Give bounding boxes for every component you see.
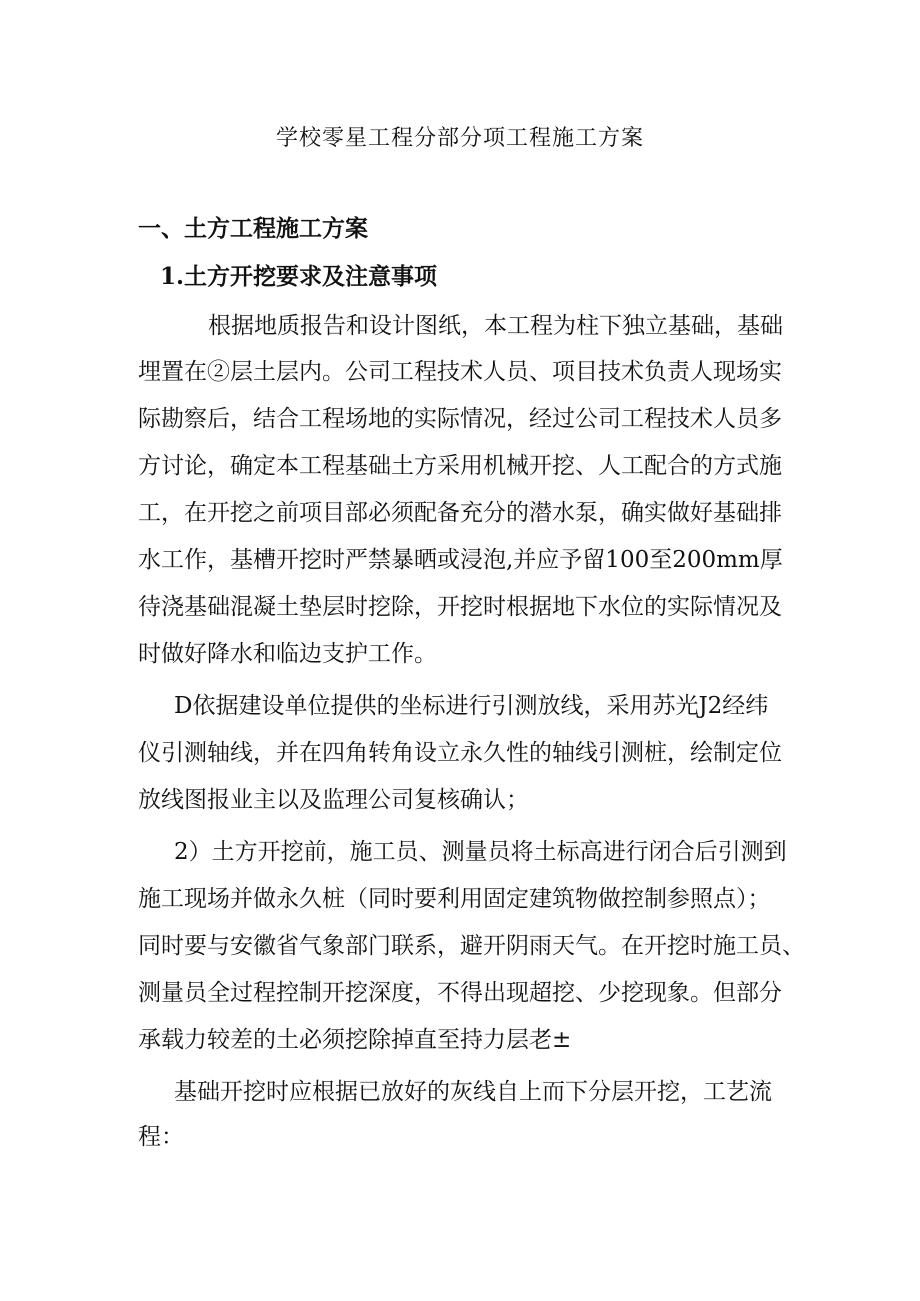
paragraph-line: 待浇基础混凝土垫层时挖除，开挖时根据地下水位的实际情况及 [138,594,782,620]
paragraph-line: 2）土方开挖前，施工员、测量员将土标高进行闭合后引测到 [174,839,787,865]
paragraph-line: 承载力较差的土必须挖除掉直至持力层老± [138,1027,572,1053]
paragraph-line: 基础开挖时应根据已放好的灰线自上而下分层开挖，工艺流 [174,1079,772,1105]
paragraph-line: 程： [138,1124,184,1150]
paragraph-line: 工，在开挖之前项目部必须配备充分的潜水泵，确实做好基础排 [138,500,782,526]
paragraph-line: 仪引测轴线，并在四角转角设立永久性的轴线引测桩，绘制定位 [138,740,782,766]
paragraph-line: 水工作，基槽开挖时严禁暴晒或浸泡,并应予留100至200mm厚 [138,547,783,573]
paragraph-line: 同时要与安徽省气象部门联系，避开阴雨天气。在开挖时施工员、 [138,933,805,959]
paragraph-line: 方讨论，确定本工程基础土方采用机械开挖、人工配合的方式施 [138,453,782,479]
paragraph-line: D依据建设单位提供的坐标进行引测放线，采用苏光J2经纬 [174,693,769,719]
paragraph-line: 施工现场并做永久桩（同时要利用固定建筑物做控制参照点）； [138,886,771,912]
section-heading: 一、土方工程施工方案 [138,215,368,242]
paragraph-line: 根据地质报告和设计图纸，本工程为柱下独立基础，基础 [208,313,783,339]
document-title: 学校零星工程分部分项工程施工方案 [275,126,644,151]
paragraph-line: 埋置在②层土层内。公司工程技术人员、项目技术负责人现场实 [138,359,782,385]
paragraph-line: 放线图报业主以及监理公司复核确认； [138,787,529,813]
paragraph-line: 测量员全过程控制开挖深度，不得出现超挖、少挖现象。但部分 [138,980,782,1006]
paragraph-line: 际勘察后，结合工程场地的实际情况，经过公司工程技术人员多 [138,406,782,432]
paragraph-line: 时做好降水和临边支护工作。 [138,641,437,667]
subsection-heading: 1.土方开挖要求及注意事项 [160,263,438,290]
